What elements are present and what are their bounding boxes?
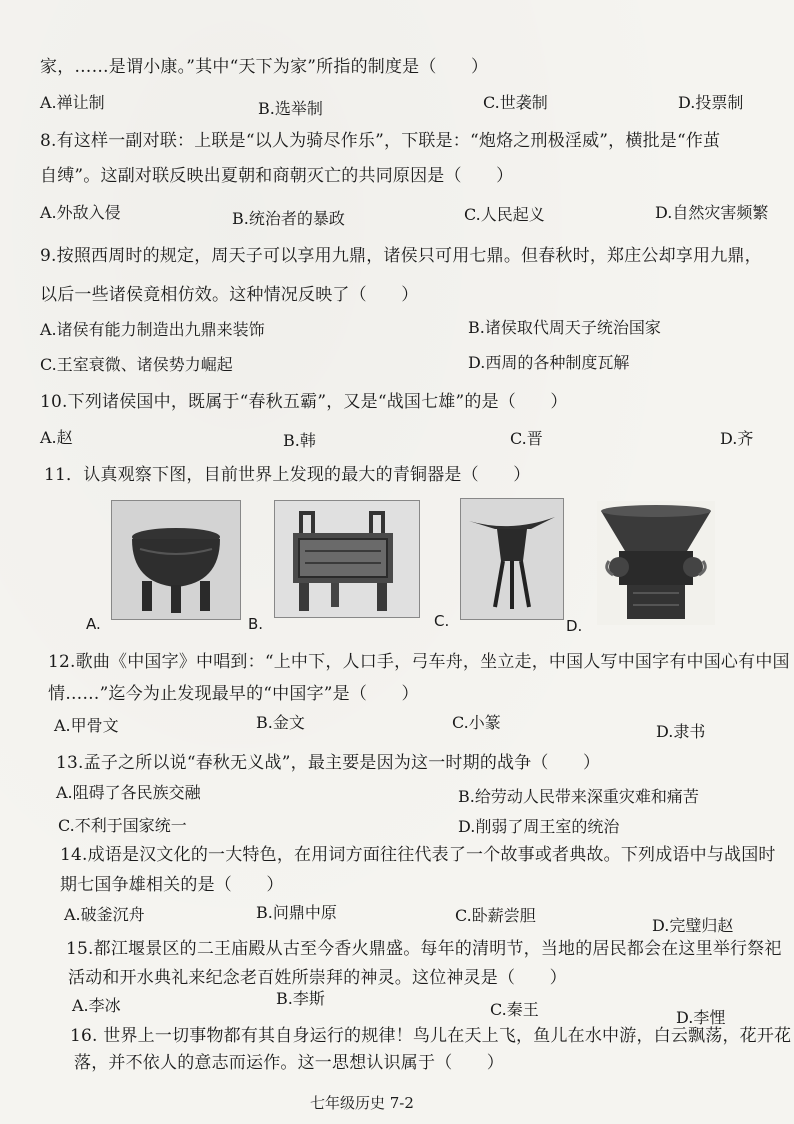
q10-option-a[interactable]: A.赵 bbox=[40, 428, 73, 447]
square-ding-image bbox=[275, 501, 419, 617]
q11-label-a: A. bbox=[86, 615, 101, 633]
q11-label-d: D. bbox=[566, 617, 583, 635]
q10-option-d[interactable]: D.齐 bbox=[720, 429, 754, 448]
q8-stem-line2: 自缚”。这副对联反映出夏朝和商朝灭亡的共同原因是（ ） bbox=[40, 166, 514, 186]
q9-option-c[interactable]: C.王室衰微、诸侯势力崛起 bbox=[40, 355, 233, 374]
q16-stem-line2: 落，并不依人的意志而运作。这一思想认识属于（ ） bbox=[74, 1053, 504, 1073]
q7-stem: 家，……是谓小康。”其中“天下为家”所指的制度是（ ） bbox=[40, 57, 489, 77]
four-ram-zun-image bbox=[597, 501, 715, 625]
q10-stem: 10.下列诸侯国中，既属于“春秋五霸”，又是“战国七雄”的是（ ） bbox=[40, 392, 568, 412]
q12-option-c[interactable]: C.小篆 bbox=[452, 713, 501, 732]
q12-option-a[interactable]: A.甲骨文 bbox=[54, 716, 119, 735]
q15-option-d[interactable]: D.李悝 bbox=[676, 1008, 726, 1027]
q13-option-a[interactable]: A.阻碍了各民族交融 bbox=[56, 783, 201, 802]
q12-stem-line2: 情……”迄今为止发现最早的“中国字”是（ ） bbox=[48, 684, 419, 704]
q14-option-d[interactable]: D.完璧归赵 bbox=[652, 916, 734, 935]
q12-option-b[interactable]: B.金文 bbox=[256, 713, 305, 732]
q15-option-c[interactable]: C.秦王 bbox=[490, 1000, 539, 1019]
q9-option-b[interactable]: B.诸侯取代周天子统治国家 bbox=[468, 318, 661, 337]
bronze-figure-b[interactable] bbox=[274, 500, 420, 618]
q8-option-c[interactable]: C.人民起义 bbox=[464, 205, 545, 224]
q14-option-a[interactable]: A.破釜沉舟 bbox=[64, 905, 145, 924]
q15-option-b[interactable]: B.李斯 bbox=[276, 989, 325, 1008]
q13-stem: 13.孟子之所以说“春秋无义战”，最主要是因为这一时期的战争（ ） bbox=[56, 753, 601, 773]
q15-stem-line1: 15.都江堰景区的二王庙殿从古至今香火鼎盛。每年的清明节，当地的居民都会在这里举行祭祀 bbox=[66, 939, 782, 959]
q13-option-d[interactable]: D.削弱了周王室的统治 bbox=[458, 817, 620, 836]
q9-stem-line2: 以后一些诸侯竟相仿效。这种情况反映了（ ） bbox=[40, 285, 419, 305]
q8-option-b[interactable]: B.统治者的暴政 bbox=[232, 209, 345, 228]
q7-option-b[interactable]: B.选举制 bbox=[258, 99, 323, 118]
q15-stem-line2: 活动和开水典礼来纪念老百姓所崇拜的神灵。这位神灵是（ ） bbox=[68, 968, 567, 988]
bronze-figure-c[interactable] bbox=[460, 498, 564, 620]
q12-stem-line1: 12.歌曲《中国字》中唱到：“上中下，人口手，弓车舟，坐立走，中国人写中国字有中国心有中国 bbox=[48, 652, 790, 672]
q11-label-c: C. bbox=[434, 612, 450, 630]
bronze-figure-a[interactable] bbox=[111, 500, 241, 620]
page-footer: 七年级历史 7-2 bbox=[310, 1094, 414, 1112]
bronze-figure-d[interactable] bbox=[596, 500, 716, 626]
q16-stem-line1: 16. 世界上一切事物都有其自身运行的规律！鸟儿在天上飞，鱼儿在水中游，白云飘荡，花开花 bbox=[70, 1026, 792, 1046]
q12-option-d[interactable]: D.隶书 bbox=[656, 722, 706, 741]
q9-option-a[interactable]: A.诸侯有能力制造出九鼎来装饰 bbox=[40, 320, 265, 339]
jue-vessel-image bbox=[461, 499, 563, 619]
q10-option-c[interactable]: C.晋 bbox=[510, 429, 543, 448]
q11-label-b: B. bbox=[248, 615, 264, 633]
q10-option-b[interactable]: B.韩 bbox=[283, 431, 316, 450]
q8-option-a[interactable]: A.外敌入侵 bbox=[40, 203, 121, 222]
q14-option-c[interactable]: C.卧薪尝胆 bbox=[455, 906, 536, 925]
q7-option-c[interactable]: C.世袭制 bbox=[483, 93, 548, 112]
q7-option-a[interactable]: A.禅让制 bbox=[40, 93, 105, 112]
q8-stem-line1: 8.有这样一副对联：上联是“以人为骑尽作乐”，下联是：“炮烙之刑极淫威”，横批是“作茧 bbox=[40, 131, 721, 151]
q9-stem-line1: 9.按照西周时的规定，周天子可以享用九鼎，诸侯只可用七鼎。但春秋时，郑庄公却享用九鼎， bbox=[40, 246, 762, 266]
q9-option-d[interactable]: D.西周的各种制度瓦解 bbox=[468, 353, 630, 372]
q14-option-b[interactable]: B.问鼎中原 bbox=[256, 903, 337, 922]
q14-stem-line1: 14.成语是汉文化的一大特色，在用词方面往往代表了一个故事或者典故。下列成语中与战国时 bbox=[60, 845, 776, 865]
q14-stem-line2: 期七国争雄相关的是（ ） bbox=[60, 875, 284, 895]
q15-option-a[interactable]: A.李冰 bbox=[72, 996, 121, 1015]
q13-option-b[interactable]: B.给劳动人民带来深重灾难和痛苦 bbox=[458, 787, 699, 806]
q13-option-c[interactable]: C.不利于国家统一 bbox=[58, 816, 187, 835]
tripod-cauldron-image bbox=[112, 501, 240, 619]
q7-option-d[interactable]: D.投票制 bbox=[678, 93, 744, 112]
q11-stem: 11．认真观察下图，目前世界上发现的最大的青铜器是（ ） bbox=[44, 465, 531, 485]
q8-option-d[interactable]: D.自然灾害频繁 bbox=[655, 203, 769, 222]
